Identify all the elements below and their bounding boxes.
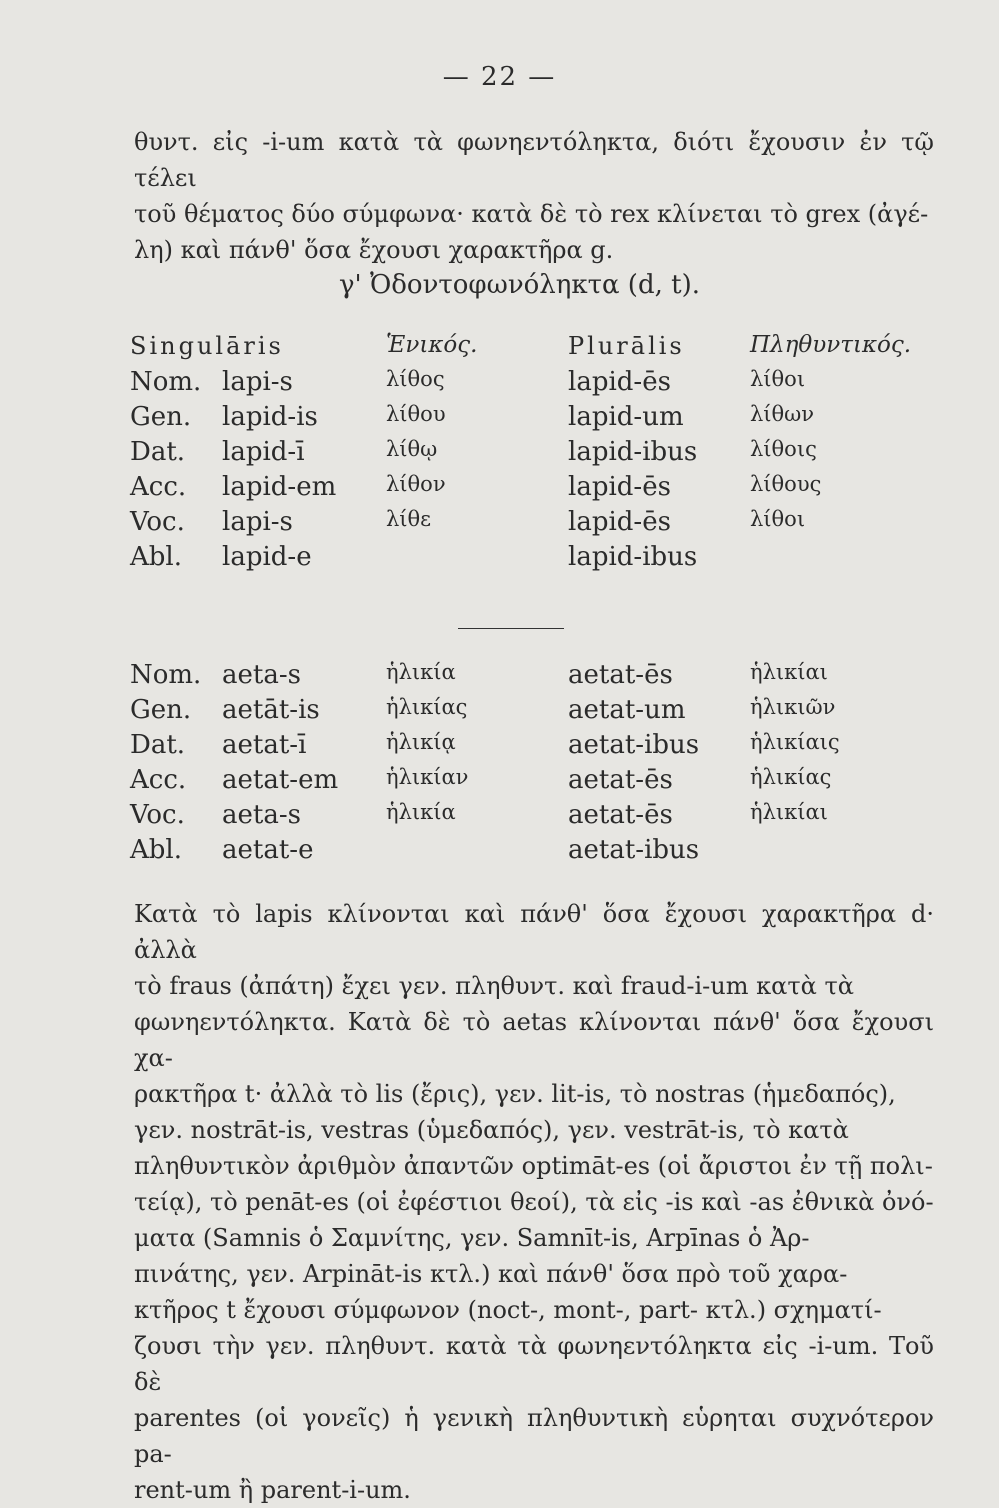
case-label: Abl.: [130, 542, 182, 572]
plural-form: lapid-ēs: [568, 367, 671, 397]
plural-form: aetat-ēs: [568, 800, 673, 830]
plural-form: aetat-um: [568, 695, 686, 725]
paragraph-line: γεν. nostrāt-is, vestras (ὑμεδαπός), γεν. vestrāt-is, τὸ κατὰ: [134, 1116, 849, 1144]
singular-greek: λίθου: [386, 402, 446, 426]
singular-form: aetat-em: [222, 765, 339, 795]
plural-greek: λίθοι: [750, 507, 806, 531]
intro-line: λη) καὶ πάνθ' ὅσα ἔχουσι χαρακτῆρα g.: [134, 236, 614, 264]
table-row: [130, 765, 920, 800]
intro-paragraph: [134, 124, 934, 268]
singular-form: aetat-e: [222, 835, 314, 865]
case-label: Acc.: [130, 765, 187, 795]
singular-greek: λίθος: [386, 367, 445, 391]
singular-form: lapi-s: [222, 507, 293, 537]
singular-greek: ἡλικίᾳ: [386, 730, 456, 754]
paragraph-line: φωνηεντόληκτα. Κατὰ δὲ τὸ aetas κλίνονται πάνθ' ὅσα ἔχουσι χα-: [134, 1008, 934, 1072]
table-row: [130, 695, 920, 730]
singular-form: aetāt-is: [222, 695, 320, 725]
singular-form: aetat-ī: [222, 730, 307, 760]
paragraph-line: πληθυντικὸν ἀριθμὸν ἀπαντῶν optimāt-es (οἱ ἄριστοι ἐν τῇ πολι-: [134, 1152, 933, 1180]
declension-table-aetas: [130, 660, 920, 870]
table-row: [130, 507, 920, 542]
plural-greek: ἡλικίαι: [750, 800, 828, 824]
plural-greek: ἡλικίας: [750, 765, 832, 789]
singular-greek: λίθῳ: [386, 437, 438, 461]
paragraph-line: τείᾳ), τὸ penāt-es (οἱ ἐφέστιοι θεοί), τὰ εἰς -is καὶ -as ἐθνικὰ ὀνό-: [134, 1188, 934, 1216]
plural-form: lapid-ibus: [568, 437, 698, 467]
singular-greek: ἡλικία: [386, 800, 456, 824]
plural-form: aetat-ēs: [568, 765, 673, 795]
case-label: Voc.: [130, 800, 185, 830]
singular-greek: λίθε: [386, 507, 432, 531]
case-label: Abl.: [130, 835, 182, 865]
paragraph-line: τὸ fraus (ἀπάτη) ἔχει γεν. πληθυντ. καὶ fraud-i-um κατὰ τὰ: [134, 972, 854, 1000]
paragraph-line: κτῆρος t ἔχουσι σύμφωνον (noct-, mont-, part- κτλ.) σχηματί-: [134, 1296, 882, 1324]
case-label: Nom.: [130, 660, 202, 690]
plural-greek: ἡλικίαι: [750, 660, 828, 684]
paragraph-line: rent-um ἢ parent-i-um.: [134, 1476, 411, 1504]
table-row: [130, 660, 920, 695]
plural-form: lapid-ēs: [568, 507, 671, 537]
case-label: Nom.: [130, 367, 202, 397]
case-label: Gen.: [130, 695, 192, 725]
plural-greek: ἡλικιῶν: [750, 695, 836, 719]
singular-form: aeta-s: [222, 660, 301, 690]
paragraph-line: ρακτῆρα t· ἀλλὰ τὸ lis (ἔρις), γεν. lit-is, τὸ nostras (ἡμεδαπός),: [134, 1080, 896, 1108]
header-plethyntikos: Πληθυντικός.: [750, 332, 912, 358]
paragraph-line: parentes (οἱ γονεῖς) ἡ γενικὴ πληθυντικὴ εὑρηται συχνότερον pa-: [134, 1404, 934, 1468]
singular-form: lapid-ī: [222, 437, 305, 467]
header-pluralis: Plurālis: [568, 332, 685, 360]
paragraph-line: Κατὰ τὸ lapis κλίνονται καὶ πάνθ' ὅσα ἔχουσι χαρακτῆρα d· ἀλλὰ: [134, 900, 934, 964]
header-singularis: Singulāris: [130, 332, 284, 360]
singular-greek: λίθον: [386, 472, 446, 496]
singular-greek: ἡλικία: [386, 660, 456, 684]
case-label: Voc.: [130, 507, 185, 537]
paragraph-line: πινάτης, γεν. Arpināt-is κτλ.) καὶ πάνθ' ὅσα πρὸ τοῦ χαρα-: [134, 1260, 848, 1288]
singular-form: lapid-is: [222, 402, 318, 432]
intro-line: τοῦ θέματος δύο σύμφωνα· κατὰ δὲ τὸ rex κλίνεται τὸ grex (ἀγέ-: [134, 200, 929, 228]
singular-form: lapi-s: [222, 367, 293, 397]
section-heading: γ' Ὀδοντοφωνόληκτα (d, t).: [339, 270, 700, 300]
case-label: Dat.: [130, 437, 186, 467]
singular-form: lapid-em: [222, 472, 337, 502]
case-label: Acc.: [130, 472, 187, 502]
plural-greek: λίθων: [750, 402, 815, 426]
plural-form: lapid-ēs: [568, 472, 671, 502]
declension-table-lapis: [130, 332, 920, 577]
plural-greek: ἡλικίαις: [750, 730, 840, 754]
table-row: [130, 437, 920, 472]
singular-form: aeta-s: [222, 800, 301, 830]
plural-form: aetat-ibus: [568, 835, 700, 865]
header-enikos: Ἑνικός.: [386, 332, 478, 358]
table-divider: [458, 628, 564, 629]
paragraph-line: ζουσι τὴν γεν. πληθυντ. κατὰ τὰ φωνηεντόληκτα εἰς -i-um. Τοῦ δὲ: [134, 1332, 934, 1396]
paragraph-line: ματα (Samnis ὁ Σαμνίτης, γεν. Samnīt-is, Arpīnas ὁ Ἀρ-: [134, 1224, 810, 1252]
plural-form: aetat-ēs: [568, 660, 673, 690]
singular-greek: ἡλικίας: [386, 695, 468, 719]
intro-line: θυντ. εἰς -i-um κατὰ τὰ φωνηεντόληκτα, διότι ἔχουσιν ἐν τῷ τέλει: [134, 128, 934, 192]
case-label: Dat.: [130, 730, 186, 760]
footer-paragraph: [134, 896, 934, 1508]
table-row: [130, 367, 920, 402]
singular-form: lapid-e: [222, 542, 312, 572]
plural-form: lapid-um: [568, 402, 684, 432]
plural-greek: λίθοι: [750, 367, 806, 391]
page-number: — 22 —: [442, 62, 557, 92]
plural-greek: λίθους: [750, 472, 822, 496]
singular-greek: ἡλικίαν: [386, 765, 469, 789]
table-row: [130, 800, 920, 835]
plural-greek: λίθοις: [750, 437, 817, 461]
plural-form: aetat-ibus: [568, 730, 700, 760]
table-row: [130, 730, 920, 765]
table-row: [130, 402, 920, 437]
table-row: [130, 542, 920, 577]
case-label: Gen.: [130, 402, 192, 432]
table-row: [130, 472, 920, 507]
plural-form: lapid-ibus: [568, 542, 698, 572]
table-row: [130, 835, 920, 870]
table-header: [130, 332, 920, 367]
